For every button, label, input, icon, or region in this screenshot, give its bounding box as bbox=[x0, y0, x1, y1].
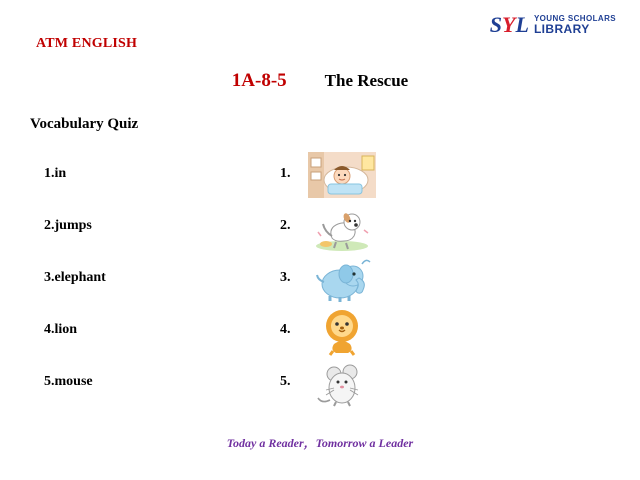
elephant-icon bbox=[306, 254, 378, 304]
young-scholars-library-logo bbox=[490, 14, 616, 36]
footer-motto: Today a Reader，Tomorrow a Leader bbox=[226, 436, 414, 450]
vocabulary-word: 5.mouse bbox=[44, 374, 93, 389]
vocabulary-quiz-list bbox=[0, 158, 640, 418]
item-number: 5. bbox=[280, 374, 291, 389]
lion-icon bbox=[306, 306, 378, 356]
dog-jumping-icon bbox=[306, 202, 378, 252]
page-title bbox=[0, 70, 640, 92]
vocabulary-word: 3.elephant bbox=[44, 270, 106, 285]
vocabulary-word: 1.in bbox=[44, 166, 67, 181]
item-number: 3. bbox=[280, 270, 291, 285]
item-number: 4. bbox=[280, 322, 291, 337]
baby-in-crib-icon bbox=[306, 150, 378, 200]
logo-text bbox=[534, 15, 616, 36]
vocabulary-word: 2.jumps bbox=[44, 218, 92, 233]
lesson-title: The Rescue bbox=[324, 71, 409, 90]
syl-logo-icon: SYL bbox=[489, 12, 529, 37]
logo-line-2: LIBRARY bbox=[533, 21, 590, 36]
brand-title: ATM ENGLISH bbox=[36, 36, 138, 51]
lesson-code: 1A-8-5 bbox=[231, 70, 287, 91]
quiz-row bbox=[0, 366, 640, 418]
item-number: 1. bbox=[280, 166, 291, 181]
mouse-icon bbox=[306, 358, 378, 408]
item-number: 2. bbox=[280, 218, 291, 233]
section-heading: Vocabulary Quiz bbox=[30, 116, 139, 132]
logo-line-1: YOUNG SCHOLARS bbox=[533, 13, 616, 23]
vocabulary-word: 4.lion bbox=[44, 322, 78, 337]
